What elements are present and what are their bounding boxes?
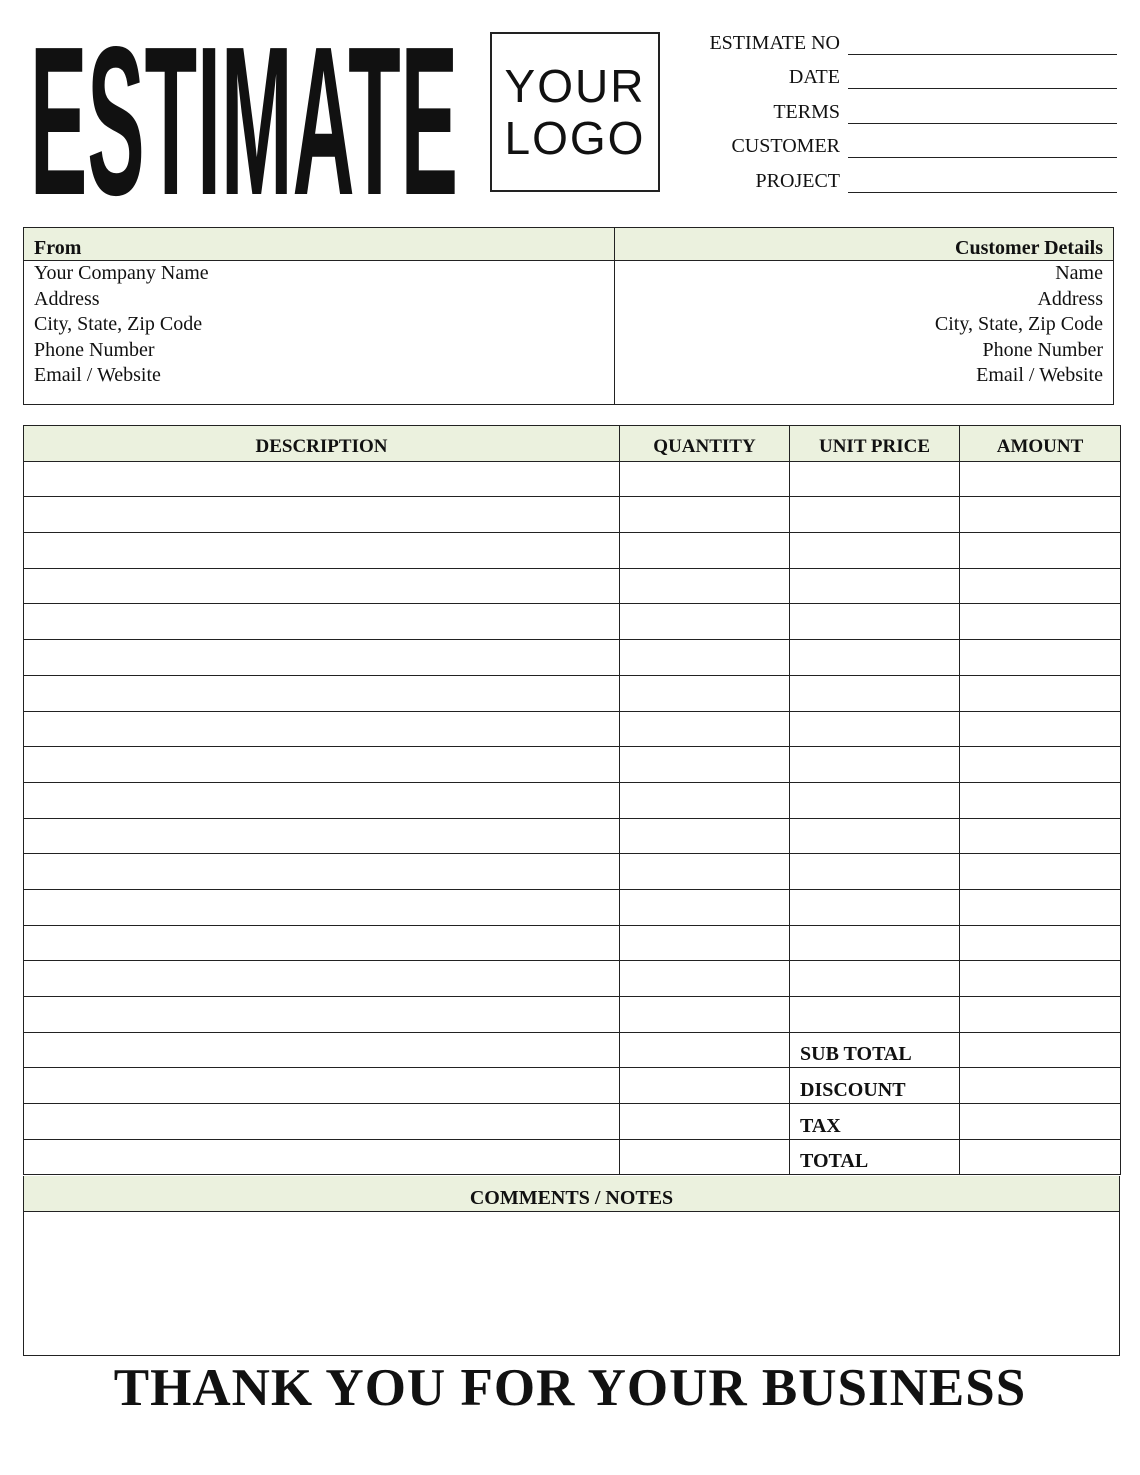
description-cell[interactable] xyxy=(24,854,620,890)
amount-cell[interactable] xyxy=(960,889,1121,925)
quantity-cell[interactable] xyxy=(620,997,790,1033)
subtotal-value[interactable] xyxy=(960,1032,1121,1068)
quantity-cell[interactable] xyxy=(620,925,790,961)
description-cell[interactable] xyxy=(24,461,620,497)
unit-price-cell[interactable] xyxy=(790,568,960,604)
description-cell[interactable] xyxy=(24,818,620,854)
amount-cell[interactable] xyxy=(960,961,1121,997)
unit-price-cell[interactable] xyxy=(790,497,960,533)
quantity-cell[interactable] xyxy=(620,747,790,783)
meta-label: CUSTOMER xyxy=(731,135,840,158)
table-header-row xyxy=(24,426,1121,462)
table-row xyxy=(24,818,1121,854)
description-cell[interactable] xyxy=(24,961,620,997)
unit-price-cell[interactable] xyxy=(790,533,960,569)
blank-cell xyxy=(620,1032,790,1068)
line-item-rows xyxy=(24,461,1121,1175)
column-header-description: DESCRIPTION xyxy=(24,426,620,462)
description-cell[interactable] xyxy=(24,568,620,604)
from-heading: From xyxy=(24,228,614,261)
amount-cell[interactable] xyxy=(960,461,1121,497)
from-section xyxy=(24,228,615,404)
table-row xyxy=(24,675,1121,711)
totals-row-total xyxy=(24,1139,1121,1175)
description-cell[interactable] xyxy=(24,747,620,783)
logo-line-2: LOGO xyxy=(504,112,646,164)
customer-heading: Customer Details xyxy=(615,228,1113,261)
meta-row-customer xyxy=(680,133,1120,167)
address-section xyxy=(23,227,1114,405)
from-company-name[interactable]: Your Company Name xyxy=(34,262,209,284)
amount-cell[interactable] xyxy=(960,711,1121,747)
total-label: TOTAL xyxy=(790,1139,960,1175)
table-row xyxy=(24,497,1121,533)
from-phone[interactable]: Phone Number xyxy=(34,338,155,361)
tax-label: TAX xyxy=(790,1104,960,1140)
quantity-cell[interactable] xyxy=(620,711,790,747)
table-row xyxy=(24,604,1121,640)
meta-label: ESTIMATE NO xyxy=(709,32,840,54)
customer-city-state-zip[interactable]: City, State, Zip Code xyxy=(934,313,1103,336)
unit-price-cell[interactable] xyxy=(790,604,960,640)
table-row xyxy=(24,782,1121,818)
amount-cell[interactable] xyxy=(960,782,1121,818)
meta-label: TERMS xyxy=(773,100,840,123)
unit-price-cell[interactable] xyxy=(790,461,960,497)
unit-price-cell[interactable] xyxy=(790,711,960,747)
table-row xyxy=(24,854,1121,890)
blank-cell xyxy=(620,1139,790,1175)
table-row xyxy=(24,747,1121,783)
table-row xyxy=(24,568,1121,604)
description-cell[interactable] xyxy=(24,675,620,711)
table-row xyxy=(24,889,1121,925)
subtotal-label: SUB TOTAL xyxy=(790,1032,960,1068)
description-cell[interactable] xyxy=(24,889,620,925)
amount-cell[interactable] xyxy=(960,854,1121,890)
customer-address[interactable]: Address xyxy=(1037,287,1103,310)
meta-row-project xyxy=(680,168,1120,202)
amount-cell[interactable] xyxy=(960,497,1121,533)
discount-label: DISCOUNT xyxy=(790,1068,960,1104)
table-row xyxy=(24,461,1121,497)
amount-cell[interactable] xyxy=(960,568,1121,604)
column-header-quantity: QUANTITY xyxy=(620,426,790,462)
comments-section xyxy=(23,1176,1120,1356)
discount-value[interactable] xyxy=(960,1068,1121,1104)
customer-details xyxy=(615,261,1113,389)
unit-price-cell[interactable] xyxy=(790,747,960,783)
unit-price-cell[interactable] xyxy=(790,997,960,1033)
project-field[interactable] xyxy=(848,192,1117,193)
document-title xyxy=(30,18,462,208)
tax-value[interactable] xyxy=(960,1104,1121,1140)
quantity-cell[interactable] xyxy=(620,568,790,604)
meta-row-estimate-no xyxy=(680,30,1120,64)
meta-row-date xyxy=(680,64,1120,98)
description-cell[interactable] xyxy=(24,640,620,676)
amount-cell[interactable] xyxy=(960,604,1121,640)
logo-line-1: YOUR xyxy=(504,60,646,112)
totals-row-tax xyxy=(24,1104,1121,1140)
from-address[interactable]: Address xyxy=(34,287,100,310)
description-cell[interactable] xyxy=(24,782,620,818)
from-details xyxy=(24,261,614,389)
description-cell[interactable] xyxy=(24,711,620,747)
line-items-table xyxy=(23,425,1121,1175)
unit-price-cell[interactable] xyxy=(790,782,960,818)
amount-cell[interactable] xyxy=(960,533,1121,569)
customer-section xyxy=(615,228,1113,404)
quantity-cell[interactable] xyxy=(620,961,790,997)
description-cell[interactable] xyxy=(24,925,620,961)
customer-name[interactable]: Name xyxy=(1055,262,1103,284)
estimate-meta-fields xyxy=(680,30,1120,202)
comments-area[interactable] xyxy=(24,1212,1119,1355)
customer-email-website[interactable]: Email / Website xyxy=(976,364,1103,387)
meta-label: PROJECT xyxy=(755,169,840,192)
table-row xyxy=(24,997,1121,1033)
meta-label: DATE xyxy=(788,66,840,89)
amount-cell[interactable] xyxy=(960,675,1121,711)
blank-cell xyxy=(620,1068,790,1104)
unit-price-cell[interactable] xyxy=(790,961,960,997)
totals-row-subtotal xyxy=(24,1032,1121,1068)
blank-cell xyxy=(620,1104,790,1140)
blank-cell xyxy=(24,1068,620,1104)
amount-cell[interactable] xyxy=(960,925,1121,961)
terms-field[interactable] xyxy=(848,123,1117,124)
from-city-state-zip[interactable]: City, State, Zip Code xyxy=(34,313,203,336)
description-cell[interactable] xyxy=(24,497,620,533)
description-cell[interactable] xyxy=(24,533,620,569)
quantity-cell[interactable] xyxy=(620,461,790,497)
description-cell[interactable] xyxy=(24,997,620,1033)
quantity-cell[interactable] xyxy=(620,675,790,711)
quantity-cell[interactable] xyxy=(620,640,790,676)
quantity-cell[interactable] xyxy=(620,604,790,640)
unit-price-cell[interactable] xyxy=(790,854,960,890)
column-header-unit-price: UNIT PRICE xyxy=(790,426,960,462)
column-header-amount: AMOUNT xyxy=(960,426,1121,462)
table-row xyxy=(24,961,1121,997)
amount-cell[interactable] xyxy=(960,818,1121,854)
meta-row-terms xyxy=(680,99,1120,133)
unit-price-cell[interactable] xyxy=(790,640,960,676)
amount-cell[interactable] xyxy=(960,747,1121,783)
unit-price-cell[interactable] xyxy=(790,675,960,711)
table-row xyxy=(24,711,1121,747)
unit-price-cell[interactable] xyxy=(790,925,960,961)
table-row xyxy=(24,925,1121,961)
table-row xyxy=(24,640,1121,676)
estimate-no-field[interactable] xyxy=(848,54,1117,55)
quantity-cell[interactable] xyxy=(620,497,790,533)
unit-price-cell[interactable] xyxy=(790,889,960,925)
blank-cell xyxy=(24,1139,620,1175)
description-cell[interactable] xyxy=(24,604,620,640)
document-title-text: ESTIMATE xyxy=(30,18,458,208)
unit-price-cell[interactable] xyxy=(790,818,960,854)
blank-cell xyxy=(24,1032,620,1068)
quantity-cell[interactable] xyxy=(620,889,790,925)
total-value[interactable] xyxy=(960,1139,1121,1175)
quantity-cell[interactable] xyxy=(620,782,790,818)
customer-phone[interactable]: Phone Number xyxy=(982,338,1103,361)
quantity-cell[interactable] xyxy=(620,533,790,569)
amount-cell[interactable] xyxy=(960,640,1121,676)
from-email-website[interactable]: Email / Website xyxy=(34,364,161,387)
amount-cell[interactable] xyxy=(960,997,1121,1033)
comments-heading: COMMENTS / NOTES xyxy=(24,1176,1119,1212)
quantity-cell[interactable] xyxy=(620,854,790,890)
quantity-cell[interactable] xyxy=(620,818,790,854)
logo-placeholder xyxy=(490,32,660,192)
thank-you-footer: THANK YOU FOR YOUR BUSINESS xyxy=(113,1359,1027,1417)
totals-row-discount xyxy=(24,1068,1121,1104)
date-field[interactable] xyxy=(848,88,1117,89)
blank-cell xyxy=(24,1104,620,1140)
customer-field[interactable] xyxy=(848,157,1117,158)
table-row xyxy=(24,533,1121,569)
